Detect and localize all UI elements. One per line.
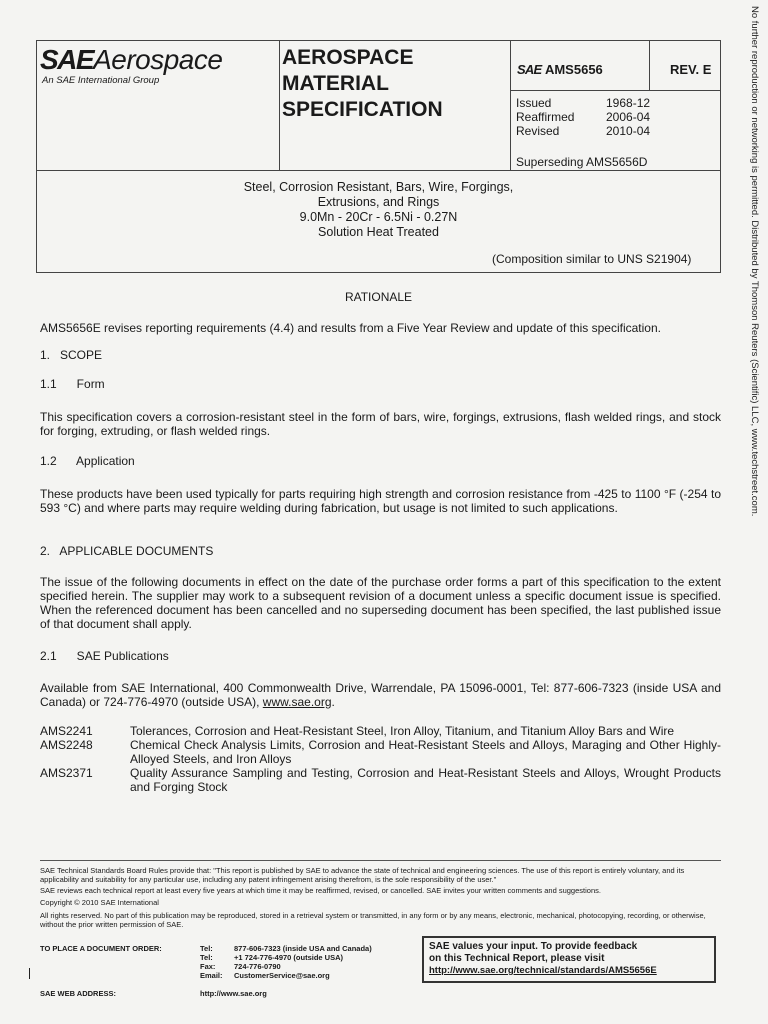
document-type-title [282,45,443,123]
date-table [516,96,716,138]
rationale-heading: RATIONALE [344,290,413,304]
doc-number-prefix: SAE [517,62,542,77]
subject-line: Extrusions, and Rings [317,195,440,209]
contact-row: Fax: 724-776-0790 [200,962,281,971]
document-code: AMS2248 [40,738,93,752]
feedback-box [422,936,716,983]
date-row: Issued 1968-12 [516,96,651,110]
document-number [517,62,603,77]
section-2-heading: 2. APPLICABLE DOCUMENTS [40,544,214,558]
contact-row: Tel: 877-606-7323 (inside USA and Canada) [200,944,372,953]
feedback-line: on this Technical Report, please visit [429,953,605,964]
document-row [40,766,721,794]
logo-subtitle: An SAE International Group [42,75,160,86]
title-line: MATERIAL [282,72,389,95]
copyright-line: Copyright © 2010 SAE International [40,898,159,907]
email-link[interactable]: CustomerService@sae.org [234,971,330,980]
sae-publications-paragraph: Available from SAE International, 400 Commonwealth Drive, Warrendale, PA 15096-0001, Tel: 877-606-7323 (inside USA and Canada) or 724-776-4970 (outside USA), www.sae.org. [40,681,721,709]
document-title: Quality Assurance Sampling and Testing, Corrosion and Heat-Resistant Steels and Alloys, Wrought Products and Forging Stock [130,766,721,794]
footer-divider [40,860,721,861]
superseding-note: Superseding AMS5656D [516,155,648,169]
document-code: AMS2241 [40,724,93,738]
title-line: AEROSPACE [282,46,414,69]
feedback-line: SAE values your input. To provide feedback [429,941,638,952]
form-paragraph: This specification covers a corrosion-resistant steel in the form of bars, wire, forgings, extrusions, flash welded rings, and stock for forging, extruding, or flash welded rings. [40,410,721,438]
review-note: SAE reviews each technical report at least every five years at which time it may be reaffirmed, revised, or cancelled. SAE invites your written comments and suggestions. [40,886,601,895]
date-row: Revised 2010-04 [516,124,651,138]
subject-right-border [720,171,721,273]
web-address-link[interactable]: http://www.sae.org [200,989,267,998]
rights-text: All rights reserved. No part of this publication may be reproduced, stored in a retrieval system or transmitted, in any form or by any means, electronic, mechanical, photocopying, recording, or otherwise, without the prior written permission of SAE. [40,911,706,929]
board-rules-text: SAE Technical Standards Board Rules provide that: "This report is published by SAE to advance the state of technical and engineering sciences. The use of this report is entirely voluntary, and its applicability and suitability for any particular use, including any patent infringement arising therefrom, is the sole responsibility of the user." [40,866,685,884]
rationale-text: AMS5656E revises reporting requirements (4.4) and results from a Five Year Review and update of this specification. [40,321,661,335]
document-row [40,724,721,738]
date-row: Reaffirmed 2006-04 [516,110,651,124]
subject-left-border [36,171,37,273]
section-1-2-heading: 1.2 Application [40,454,135,468]
margin-mark [29,968,30,979]
subject-line: Solution Heat Treated [318,225,439,239]
feedback-link[interactable]: http://www.sae.org/technical/standards/AMS5656E [429,965,657,976]
revision: REV. E [670,62,712,77]
web-label: SAE WEB ADDRESS: [40,989,116,998]
contact-row: Email: CustomerService@sae.org [200,971,330,980]
logo-sae-mark: SAE [40,44,94,75]
composition-note: (Composition similar to UNS S21904) [492,252,692,266]
subject-title [36,180,721,240]
logo-aerospace-word: Aerospace [93,44,223,75]
subject-line: Steel, Corrosion Resistant, Bars, Wire, Forgings, [243,180,514,194]
doc-number: AMS5656 [544,62,603,77]
sae-website-link[interactable]: www.sae.org [262,695,332,709]
section-2-1-heading: 2.1 SAE Publications [40,649,169,663]
contact-list [200,944,410,980]
order-label: TO PLACE A DOCUMENT ORDER: [40,944,162,953]
section-1-1-heading: 1.1 Form [40,377,105,391]
contact-row: Tel: +1 724-776-4970 (outside USA) [200,953,344,962]
distribution-notice: No further reproduction or networking is permitted. Distributed by Thomson Reuters (Scientific) LLC, www.techstreet.com. [749,6,760,517]
document-row [40,738,721,766]
document-title: Tolerances, Corrosion and Heat-Resistant Steel, Iron Alloy, Titanium, and Titanium Alloy Bars and Wire [130,724,675,738]
title-line: SPECIFICATION [282,98,443,121]
application-paragraph: These products have been used typically for parts requiring high strength and corrosion resistance from -425 to 1100 °F (-254 to 593 °C) and where parts may require welding during fabrication, but usage is not limited to such applications. [40,487,721,515]
applicable-paragraph: The issue of the following documents in effect on the date of the purchase order forms a part of this specification to the extent specified herein. The supplier may work to a subsequent revision of a document unless a specific document issue is specified. When the referenced document has been cancelled and no superseding document has been specified, the last published issue of that document shall apply. [40,575,721,631]
document-code: AMS2371 [40,766,93,780]
document-title: Chemical Check Analysis Limits, Corrosion and Heat-Resistant Steels and Alloys, Maraging and Other Highly-Alloyed Steels, and Iron Alloys [130,738,721,766]
sae-logo [40,44,222,76]
subject-bottom-border [36,272,721,273]
subject-line: 9.0Mn - 20Cr - 6.5Ni - 0.27N [299,210,458,224]
referenced-documents-list [40,724,721,794]
section-1-heading: 1. SCOPE [40,348,103,362]
